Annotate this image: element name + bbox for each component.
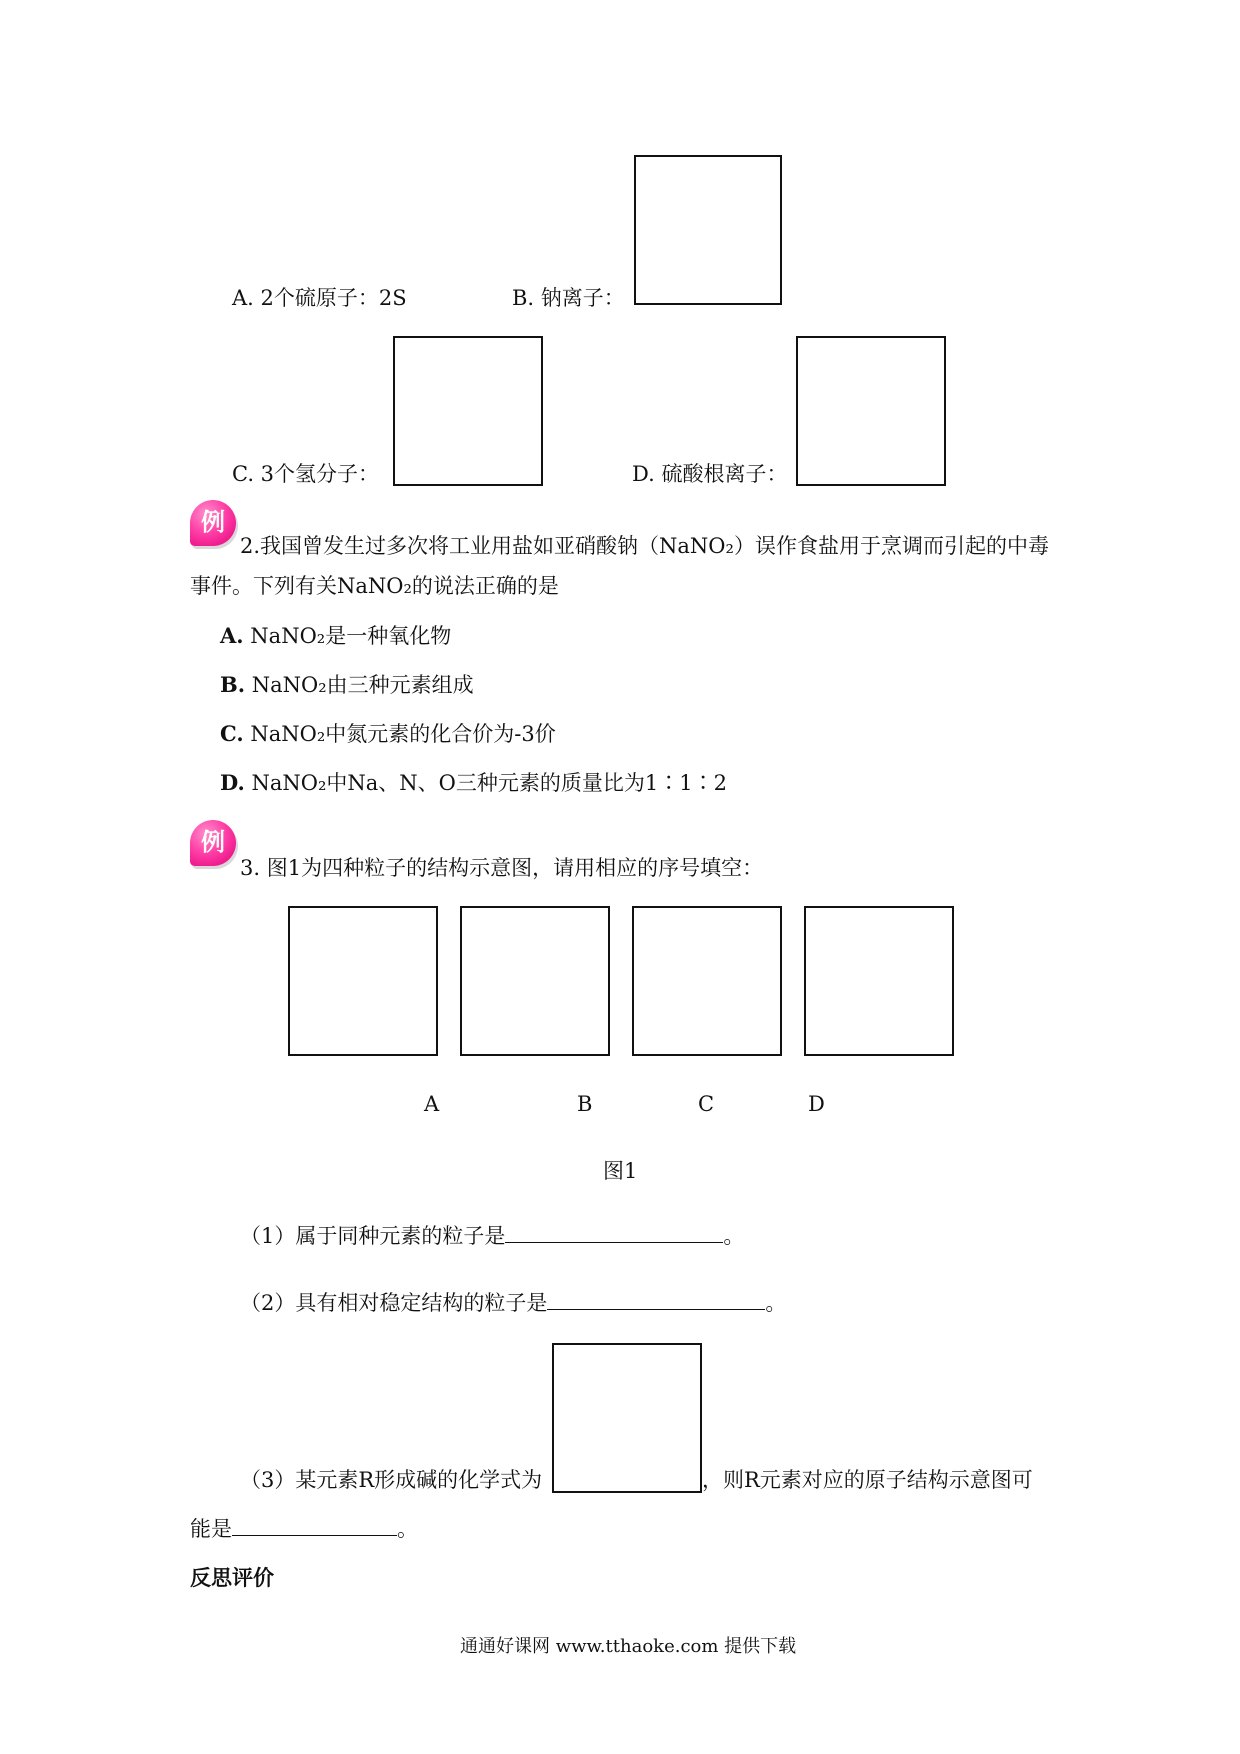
figure-label-a: A [424, 1092, 440, 1116]
q3-sub1 [240, 1220, 744, 1250]
q3-sub2-text: （2）具有相对稳定结构的粒子是 [240, 1291, 548, 1315]
q3-sub2 [240, 1287, 786, 1317]
figure-box-c [632, 906, 782, 1056]
example-badge-icon: 例 [190, 820, 236, 866]
q2-option-letter: B. [220, 672, 246, 697]
option-c: C. 3个氢分子： [232, 462, 380, 486]
figure-label-c: C [698, 1092, 715, 1116]
q2-option-text: NaNO₂由三种元素组成 [251, 673, 474, 697]
figure-box-a [288, 906, 438, 1056]
q2-option-text: NaNO₂中氮元素的化合价为-3价 [250, 722, 556, 746]
q2-stem-line2: 事件。下列有关NaNO₂的说法正确的是 [190, 574, 559, 598]
example-badge-icon: 例 [190, 500, 236, 546]
q3-stem: 3. 图1为四种粒子的结构示意图，请用相应的序号填空： [240, 856, 764, 880]
option-b: B. 钠离子： [512, 286, 625, 310]
q2-option-d [220, 767, 727, 797]
q2-stem-line1: 2.我国曾发生过多次将工业用盐如亚硝酸钠（NaNO₂）误作食盐用于烹调而引起的中毒 [240, 534, 1049, 558]
image-placeholder-d [796, 336, 946, 486]
q2-option-c [220, 718, 556, 748]
q2-option-letter: C. [220, 721, 244, 746]
q2-option-text: NaNO₂中Na、N、O三种元素的质量比为1∶1∶2 [251, 771, 727, 795]
q3-sub3-pre: （3）某元素R形成碱的化学式为 [240, 1468, 543, 1492]
period: 。 [723, 1224, 745, 1248]
q2-option-a [220, 620, 451, 650]
q3-sub1-text: （1）属于同种元素的粒子是 [240, 1224, 506, 1248]
figure-box-b [460, 906, 610, 1056]
image-placeholder-c [393, 336, 543, 486]
period: 。 [765, 1291, 787, 1315]
answer-blank[interactable] [505, 1224, 723, 1243]
q3-sub3-line2 [190, 1513, 418, 1543]
q2-option-letter: D. [220, 770, 245, 795]
answer-blank[interactable] [547, 1291, 765, 1310]
footer-text: 通通好课网 www.tthaoke.com 提供下载 [460, 1636, 797, 1657]
formula-image-placeholder [552, 1343, 702, 1493]
figure-caption: 图1 [603, 1159, 638, 1183]
figure-label-b: B [577, 1092, 593, 1116]
q3-sub3-line2-text: 能是 [190, 1517, 232, 1541]
section-heading: 反思评价 [190, 1565, 274, 1590]
image-placeholder-b [634, 155, 782, 305]
figure-label-d: D [808, 1092, 825, 1116]
q3-sub3-post: ，则R元素对应的原子结构示意图可 [702, 1468, 1033, 1492]
answer-blank[interactable] [232, 1517, 397, 1536]
q2-option-letter: A. [220, 623, 244, 648]
option-d: D. 硫酸根离子： [632, 462, 788, 486]
q2-option-b [220, 669, 474, 699]
option-a: A. 2个硫原子：2S [232, 286, 407, 310]
figure-box-d [804, 906, 954, 1056]
period: 。 [397, 1517, 418, 1541]
q2-option-text: NaNO₂是一种氧化物 [250, 624, 452, 648]
